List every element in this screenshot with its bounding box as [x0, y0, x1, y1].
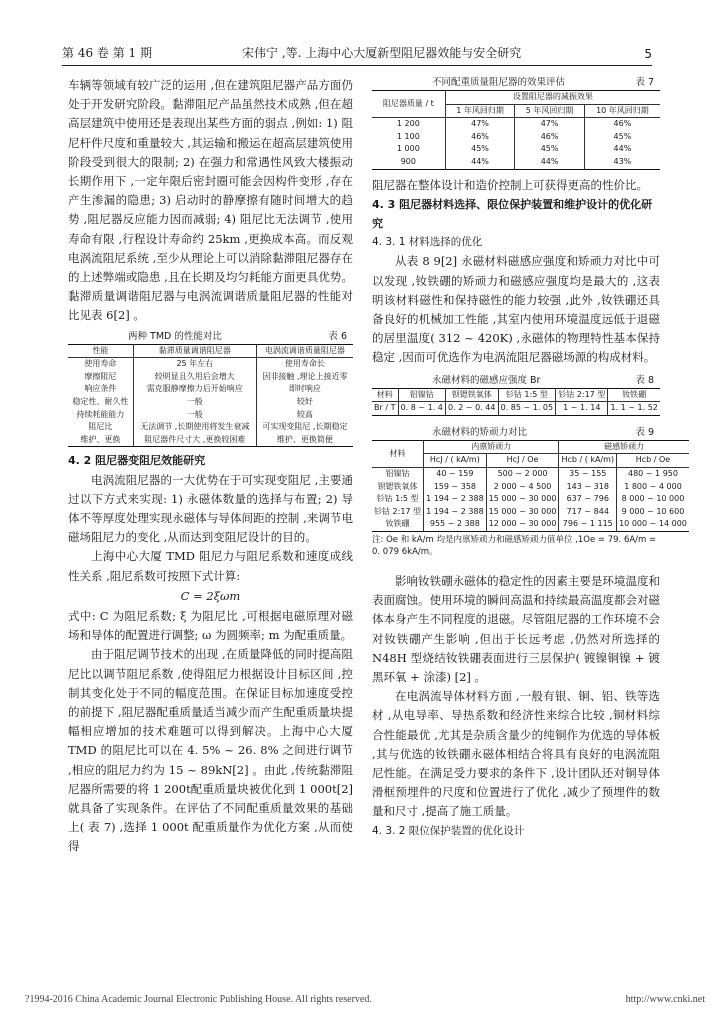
table-cell: 因非接触 ,理论上接近零: [256, 371, 353, 384]
table-row: [68, 396, 353, 409]
table-cell: 8 000 ~ 10 000: [617, 493, 689, 506]
body-paragraph: 车辆等领域有较广泛的运用 ,但在建筑阻尼器产品方面仍处于开发研究阶段。黏滞阻尼产品虽然技术成熟 ,但在超高层建筑中使用还是表现出某些方面的弱点 ,例如: 1) 阻尼杆件尺度和重量较大 ,其运输和搬运在超高层建筑使用阶段受到很大的限制; 2) 在强力和常遇性风致大楼振动长期作用下 ,一定年限后密封圈可能会因构件变形 ,存在产生渗漏的隐患; 3) 启动时的静摩擦有随时间增大的趋势 ,阻尼器反应能力因而减弱; 4) 阻尼比无法调节 ,使用寿命有限 ,行程设计寿命约 25km ,更换成本高。而反观电涡流阻尼系统 ,至少从理论上可以消除黏滞阻尼器存在的上述弊端或隐患 ,且在长期及均匀耗能方面更具优势。黏滞质量调谐阻尼器与电涡流调谐质量阻尼器的性能对比见表 6[2] 。: [68, 78, 353, 323]
table-8: [372, 388, 660, 416]
table-cell: 钕铁硼: [385, 519, 410, 529]
table-cell: Br / T: [374, 403, 396, 413]
table-9-note: 注: Oe 和 kA/m 均是内禀矫顽力和磁感矫顽力值单位 ,1Oe = 79. 6A/m = 0. 079 6kA/m。: [372, 534, 657, 557]
body-paragraph: 电涡流阻尼器的一大优势在于可实现变阻尼 ,主要通过以下方式来实现: 1) 永磁体数量的选择与布置; 2) 导体不等厚度处理实现永磁体与导体间距的控制 ,来调节电磁场阻尼力的变化 ,从而达到变阻尼设计的目的。: [68, 472, 353, 545]
table-header: HcJ / ( kA/m): [424, 454, 487, 468]
table-header: 电涡流调谐质量阻尼器: [256, 344, 353, 358]
table-cell: 500 ~ 2 000: [486, 467, 559, 480]
table-row: [372, 156, 660, 169]
table-cell: 46%: [584, 118, 660, 131]
table-header: 阻尼器质量 / t: [372, 91, 445, 118]
table-cell: 46%: [445, 131, 515, 144]
table-row: [68, 371, 353, 384]
table-6: [68, 344, 353, 448]
table-cell: 1. 1 ~ 1. 52: [608, 402, 660, 416]
table-cell: 0. 8 ~ 1. 4: [398, 402, 445, 416]
table-header: 钕铁硼: [608, 388, 660, 402]
table-cell: 12 000 ~ 30 000: [486, 518, 559, 531]
table-7-caption: [372, 76, 660, 90]
left-column: [68, 76, 353, 857]
table-cell: 1 200: [396, 119, 420, 129]
table-cell: 35 ~ 155: [559, 467, 617, 480]
copyright-text: ?1994-2016 China Academic Journal Electronic Publishing House. All rights reserved.: [25, 994, 372, 1005]
table-cell: 44%: [445, 156, 515, 169]
table-cell: 46%: [515, 131, 585, 144]
body-paragraph: 由于阻尼调节技术的出现 ,在质量降低的同时提高阻尼比以调节阻尼系数 ,使得阻尼力根据设计目标区间 ,控制其变化处于不同的幅度范围。在保证目标加速度受控的前提下 ,阻尼器配重质量适当减少而产生配重质量块提幅相应增加的技术难题可以得到解决。上海中心大厦 TMD 的阻尼比可以在 4. 5% ~ 26. 8% 之间进行调节 ,相应的阻尼力约为 15 ~ 89kN[2] 。由此 ,传统黏滞阻尼器所需要的将 1 200t配重质量块被优化到 1 000t[2] 就具备了实现条件。在评估了不同配重质量效果的基础上( 表 7) ,选择 1 000t 配重质量作为优化方案 ,从而使得: [68, 647, 353, 854]
page-number: 5: [644, 47, 652, 61]
table-cell: 43%: [584, 156, 660, 169]
body-paragraph: 上海中心大厦 TMD 阻尼力与阻尼系数和速度成线性关系 ,阻尼系数可按照下式计算:: [68, 549, 353, 583]
table-cell: 717 ~ 844: [559, 506, 617, 519]
damping-formula: C = 2ξωm: [180, 588, 241, 603]
table-group-header: 设置阻尼器的减振效果: [445, 91, 660, 105]
table-cell: 较明显且久用后会增大: [133, 371, 256, 384]
table-cell: 1 194 ~ 2 388: [424, 493, 487, 506]
table-cell: 持续耗能能力: [76, 409, 125, 419]
table-row: [68, 383, 353, 396]
table-row: [68, 409, 353, 422]
table-header: Hcb / Oe: [617, 454, 689, 468]
body-paragraph: 阻尼器在整体设计和造价控制上可获得更高的性价比。: [372, 177, 648, 192]
table-cell: 摩擦阻尼: [84, 371, 117, 381]
table-cell: 44%: [584, 143, 660, 156]
table-row: [372, 493, 689, 506]
table-cell: 40 ~ 159: [424, 467, 487, 480]
right-column: [372, 76, 687, 841]
table-6-title: 两种 TMD 的性能对比: [128, 330, 222, 342]
cnki-url[interactable]: http://www.cnki.net: [625, 994, 705, 1005]
table-cell: 45%: [445, 143, 515, 156]
table-header: HcJ / Oe: [486, 454, 559, 468]
table-cell: 即时响应: [256, 383, 353, 396]
body-paragraph: 影响钕铁硼永磁体的稳定性的因素主要是环境温度和表面腐蚀。使用环境的瞬间高温和持续最高温度都会对磁体本身产生不同程度的退磁。尽管阻尼器的工作环境不会对钕铁硼产生影响 ,但出于长远考虑 ,仍然对所选择的 N48H 型烧结钕铁硼表面进行三层保护( 镀镍铜镍 + 镀黑环氧 + 涂漆) [2] 。: [372, 573, 660, 684]
table-cell: 1 100: [396, 131, 420, 141]
table-cell: 47%: [445, 118, 515, 131]
table-header: 钐钴 1:5 型: [498, 388, 556, 402]
running-title: 宋伟宁 ,等. 上海中心大厦新型阻尼器效能与安全研究: [242, 46, 522, 60]
table-row: [372, 518, 689, 531]
table-row: [372, 402, 660, 416]
table-6-caption: [68, 330, 353, 344]
table-row: [372, 118, 660, 131]
table-cell: 9 000 ~ 10 600: [617, 506, 689, 519]
table-cell: 一般: [133, 409, 256, 422]
table-header: 材料: [372, 388, 398, 402]
table-9-caption: [372, 426, 660, 440]
table-header: 钡锶铁氧体: [445, 388, 498, 402]
table-cell: 796 ~ 1 115: [559, 518, 617, 531]
table-cell: 钡锶铁氧体: [377, 481, 418, 491]
table-cell: 45%: [584, 131, 660, 144]
table-cell: 0. 85 ~ 1. 05: [498, 402, 556, 416]
table-cell: 2 000 ~ 4 500: [486, 481, 559, 494]
section-heading-4-3: 4. 3 阻尼器材料选择、限位保护装置和维护设计的优化研究: [372, 197, 653, 230]
table-cell: 钐钴 1:5 型: [376, 494, 419, 504]
table-cell: 900: [400, 156, 416, 166]
table-cell: 使用寿命: [84, 359, 117, 369]
table-8-label: 表 8: [635, 374, 654, 386]
table-7-title: 不同配重质量阻尼器的效果评估: [432, 77, 566, 88]
table-cell: 143 ~ 318: [559, 481, 617, 494]
table-header: 5 年风回归期: [515, 104, 585, 118]
table-9-title: 永磁材料的矫顽力对比: [432, 426, 528, 438]
table-cell: 44%: [515, 156, 585, 169]
table-cell: 1 000: [396, 144, 420, 154]
table-cell: 较高: [256, 409, 353, 422]
table-cell: 15 000 ~ 30 000: [486, 493, 559, 506]
body-paragraph: 在电涡流导体材料方面 ,一般有银、铜、铝、铁等选材 ,从电导率、导热系数和经济性来综合比较 ,铜材料综合性能最优 ,尤其是杂质含量少的纯铜作为优选的导体板 ,其与优选的钕铁硼永磁体相结合将具有良好的电涡流阻尼性能。在满足受力要求的条件下 ,设计团队还对铜导体滑框预埋件的尺度和位置进行了优化 ,减少了预埋件的数量和尺寸 ,提高了施工质量。: [372, 689, 660, 819]
table-header: 1 年风回归期: [445, 104, 515, 118]
table-row: [68, 358, 353, 371]
body-paragraph: 从表 8 9[2] 永磁材料磁感应强度和矫顽力对比中可以发现 ,钕铁硼的矫顽力和磁感应强度均是最大的 ,这表明该材料磁性和保持磁性的能力较强 ,此外 ,钕铁硼还具备良好的机械加工性能 ,其室内使用环境温度远低于退磁的居里温度( 312 ~ 420K) ,永磁体的物理特性基本保持稳定 ,因而可优选作为电涡流阻尼器磁场源的构成材料。: [372, 254, 660, 365]
table-row: [68, 434, 353, 447]
table-header: Hcb / ( kA/m): [559, 454, 617, 468]
table-row: [372, 467, 689, 480]
table-cell: 45%: [515, 143, 585, 156]
table-cell: 铝镍钴: [385, 468, 410, 478]
table-cell: 一般: [133, 396, 256, 409]
table-cell: 稳定性、耐久性: [72, 397, 129, 407]
table-row: [372, 506, 689, 519]
table-cell: 阻尼器件尺寸大 ,更换较困难: [133, 434, 256, 447]
table-cell: 955 ~ 2 388: [424, 518, 487, 531]
table-cell: 47%: [515, 118, 585, 131]
table-9: [372, 440, 689, 532]
table-7: [372, 90, 660, 170]
table-row: [372, 143, 660, 156]
subsection-heading-4-3-2: 4. 3. 2 限位保护装置的优化设计: [372, 824, 525, 837]
table-7-label: 表 7: [635, 77, 654, 88]
running-header: [62, 44, 652, 66]
table-cell: 480 ~ 1 950: [617, 467, 689, 480]
section-heading-4-2: 4. 2 阻尼器变阻尼效能研究: [68, 454, 206, 468]
table-header: 性能: [68, 344, 133, 358]
table-cell: 可实现变阻尼 ,长期稳定: [256, 421, 353, 434]
table-header: 钐钴 2:17 型: [556, 388, 608, 402]
table-cell: 无法调节 ,长期使用将发生衰减: [133, 421, 256, 434]
table-cell: 1 ~ 1. 14: [556, 402, 608, 416]
subsection-heading-4-3-1: 4. 3. 1 材料选择的优化: [372, 236, 483, 249]
table-8-caption: [372, 374, 660, 388]
journal-volume: 第 46 卷 第 1 期: [62, 46, 152, 60]
table-row: [372, 131, 660, 144]
table-cell: 1 800 ~ 4 000: [617, 481, 689, 494]
table-cell: 维护、更换简便: [256, 434, 353, 447]
table-8-title: 永磁材料的磁感应强度 Br: [432, 374, 541, 386]
table-cell: 159 ~ 358: [424, 481, 487, 494]
table-6-label: 表 6: [328, 330, 347, 342]
body-paragraph: 式中: C 为阻尼系数; ξ 为阻尼比 ,可根据电磁原理对磁场和导体的配置进行调整; ω 为圆频率; m 为配重质量。: [68, 609, 353, 643]
table-9-label: 表 9: [635, 426, 654, 438]
table-cell: 阻尼比: [88, 422, 113, 432]
table-row: [68, 421, 353, 434]
table-header: 材料: [372, 440, 424, 467]
table-cell: 钐钴 2:17 型: [374, 506, 422, 516]
table-cell: 637 ~ 796: [559, 493, 617, 506]
table-cell: 较好: [256, 396, 353, 409]
table-cell: 1 194 ~ 2 388: [424, 506, 487, 519]
table-cell: 需克服静摩擦力后开始响应: [133, 383, 256, 396]
table-cell: 维护、更换: [80, 434, 121, 444]
table-cell: 响应条件: [84, 384, 117, 394]
table-cell: 25 年左右: [133, 358, 256, 371]
table-group-header: 磁感矫顽力: [559, 440, 689, 454]
table-header: 黏滞质量调谐阻尼器: [133, 344, 256, 358]
table-header: 铝镍钴: [398, 388, 445, 402]
table-cell: 10 000 ~ 14 000: [617, 518, 689, 531]
table-cell: 使用寿命长: [256, 358, 353, 371]
table-group-header: 内禀矫顽力: [424, 440, 559, 454]
table-cell: 15 000 ~ 30 000: [486, 506, 559, 519]
table-cell: 0. 2 ~ 0. 44: [445, 402, 498, 416]
table-header: 10 年风回归期: [584, 104, 660, 118]
copyright-footer: [25, 994, 705, 1005]
table-row: [372, 481, 689, 494]
